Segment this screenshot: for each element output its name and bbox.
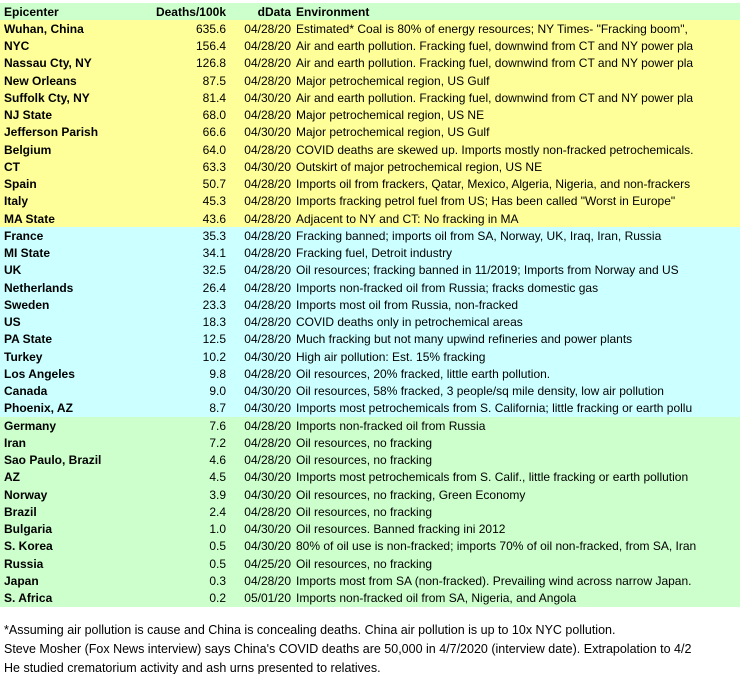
table-row <box>0 38 740 55</box>
deaths-cell[interactable]: 126.8 <box>195 56 226 71</box>
table-row <box>0 20 740 37</box>
deaths-cell[interactable]: 2.4 <box>209 504 226 519</box>
epicenter-table <box>0 3 740 607</box>
deaths-cell[interactable]: 26.4 <box>202 280 226 295</box>
deaths-cell[interactable]: 10.2 <box>202 349 226 364</box>
environment-cell[interactable]: Estimated* Coal is 80% of energy resources; NY Times- "Fracking boom", <box>296 21 688 36</box>
epicenter-cell[interactable]: Bulgaria <box>4 522 53 537</box>
deaths-cell[interactable]: 68.0 <box>202 108 226 123</box>
date-cell[interactable]: 04/28/20 <box>244 366 291 381</box>
table-row <box>0 538 740 555</box>
date-cell[interactable]: 04/28/20 <box>244 453 291 468</box>
epicenter-cell[interactable]: Netherlands <box>4 280 74 295</box>
date-cell[interactable]: 04/28/20 <box>244 246 291 261</box>
column-header-environment[interactable]: Environment <box>296 4 370 19</box>
table-row <box>0 555 740 572</box>
epicenter-cell[interactable]: S. Korea <box>4 539 53 554</box>
table-row <box>0 72 740 89</box>
environment-cell[interactable]: Air and earth pollution. Fracking fuel, downwind from CT and NY power pla <box>296 39 694 54</box>
epicenter-cell[interactable]: MA State <box>4 211 55 226</box>
environment-cell[interactable]: Fracking fuel, Detroit industry <box>296 246 453 261</box>
deaths-cell[interactable]: 8.7 <box>209 401 226 416</box>
deaths-cell[interactable]: 1.0 <box>209 522 226 537</box>
environment-cell[interactable]: Major petrochemical region, US Gulf <box>296 73 490 88</box>
environment-cell[interactable]: COVID deaths only in petrochemical areas <box>296 315 523 330</box>
environment-cell[interactable]: Imports non-fracked oil from Russia; fracks domestic gas <box>296 280 599 295</box>
table-body <box>0 20 740 607</box>
deaths-cell[interactable]: 63.3 <box>202 159 226 174</box>
epicenter-cell[interactable]: Phoenix, AZ <box>4 401 73 416</box>
date-cell[interactable]: 04/30/20 <box>244 522 291 537</box>
date-cell[interactable]: 04/30/20 <box>244 487 291 502</box>
environment-cell[interactable]: Imports most petrochemicals from S. Calif., little fracking or earth pollution <box>296 470 689 485</box>
epicenter-cell[interactable]: Belgium <box>4 142 52 157</box>
table-row <box>0 365 740 382</box>
date-cell[interactable]: 04/30/20 <box>244 470 291 485</box>
epicenter-cell[interactable]: France <box>4 228 44 243</box>
epicenter-cell[interactable]: Nassau Cty, NY <box>4 56 92 71</box>
environment-cell[interactable]: Oil resources, 20% fracked, little earth pollution. <box>296 366 551 381</box>
column-header-deaths-per-100k[interactable]: Deaths/100k <box>155 4 226 19</box>
table-row <box>0 141 740 158</box>
environment-cell[interactable]: Oil resources; fracking banned in 11/2019; Imports from Norway and US <box>296 263 679 278</box>
date-cell[interactable]: 04/28/20 <box>244 573 291 588</box>
date-cell[interactable]: 04/28/20 <box>244 228 291 243</box>
table-row <box>0 245 740 262</box>
epicenter-cell[interactable]: NYC <box>4 39 30 54</box>
deaths-cell[interactable]: 7.2 <box>209 435 226 450</box>
date-cell[interactable]: 04/30/20 <box>244 401 291 416</box>
environment-cell[interactable]: Imports most petrochemicals from S. California; little fracking or earth pollu <box>296 401 693 416</box>
table-row <box>0 193 740 210</box>
table-row <box>0 452 740 469</box>
table-row <box>0 89 740 106</box>
table-row <box>0 503 740 520</box>
table-row <box>0 227 740 244</box>
environment-cell[interactable]: Fracking banned; imports oil from SA, Norway, UK, Iraq, Iran, Russia <box>296 228 662 243</box>
date-cell[interactable]: 04/28/20 <box>244 263 291 278</box>
table-row <box>0 210 740 227</box>
epicenter-cell[interactable]: S. Africa <box>4 591 53 606</box>
environment-cell[interactable]: Oil resources, no fracking <box>296 453 433 468</box>
environment-cell[interactable]: Adjacent to NY and CT: No fracking in MA <box>296 211 519 226</box>
column-header-epicenter[interactable]: Epicenter <box>4 4 59 19</box>
table-row <box>0 348 740 365</box>
epicenter-cell[interactable]: Brazil <box>4 504 37 519</box>
environment-cell[interactable]: Imports fracking petrol fuel from US; Has been called "Worst in Europe" <box>296 194 676 209</box>
table-row <box>0 590 740 607</box>
environment-cell[interactable]: 80% of oil use is non-fracked; imports 70% of oil non-fracked, from SA, Iran <box>296 539 697 554</box>
epicenter-cell[interactable]: Suffolk Cty, NY <box>4 90 90 105</box>
deaths-cell[interactable]: 35.3 <box>202 228 226 243</box>
date-cell[interactable]: 04/30/20 <box>244 539 291 554</box>
deaths-cell[interactable]: 0.5 <box>209 556 226 571</box>
table-row <box>0 400 740 417</box>
table-row <box>0 383 740 400</box>
environment-cell[interactable]: Imports non-fracked oil from SA, Nigeria, and Angola <box>296 591 577 606</box>
table-row <box>0 296 740 313</box>
deaths-cell[interactable]: 23.3 <box>202 297 226 312</box>
table-row <box>0 434 740 451</box>
date-cell[interactable]: 04/28/20 <box>244 435 291 450</box>
footnote-line: *Assuming air pollution is cause and China is concealing deaths. China air pollution is up to 10x NYC pollution. <box>4 623 616 637</box>
environment-cell[interactable]: Oil resources, 58% fracked, 3 people/sq mile density, low air pollution <box>296 384 664 399</box>
environment-cell[interactable]: Imports most oil from Russia, non-fracked <box>296 297 519 312</box>
table-row <box>0 417 740 434</box>
date-cell[interactable]: 04/28/20 <box>244 177 291 192</box>
table-row <box>0 158 740 175</box>
date-cell[interactable]: 04/30/20 <box>244 90 291 105</box>
deaths-cell[interactable]: 635.6 <box>195 21 226 36</box>
table-header-row <box>0 3 740 20</box>
environment-cell[interactable]: Oil resources, no fracking <box>296 435 433 450</box>
footnote-line: He studied crematorium activity and ash urns presented to relatives. <box>4 661 381 674</box>
environment-cell[interactable]: Oil resources, no fracking <box>296 556 433 571</box>
date-cell[interactable]: 04/30/20 <box>244 384 291 399</box>
environment-cell[interactable]: Major petrochemical region, US NE <box>296 108 485 123</box>
environment-cell[interactable]: Imports most from SA (non-fracked). Prevailing wind across narrow Japan. <box>296 573 692 588</box>
deaths-cell[interactable]: 45.3 <box>202 194 226 209</box>
date-cell[interactable]: 04/28/20 <box>244 297 291 312</box>
date-cell[interactable]: 04/28/20 <box>244 108 291 123</box>
epicenter-cell[interactable]: Jefferson Parish <box>4 125 99 140</box>
table-row <box>0 55 740 72</box>
epicenter-cell[interactable]: Iran <box>4 435 27 450</box>
deaths-cell[interactable]: 7.6 <box>209 418 226 433</box>
epicenter-cell[interactable]: Wuhan, China <box>4 21 84 36</box>
deaths-cell[interactable]: 81.4 <box>202 90 226 105</box>
epicenter-cell[interactable]: PA State <box>4 332 53 347</box>
deaths-cell[interactable]: 64.0 <box>202 142 226 157</box>
date-cell[interactable]: 04/30/20 <box>244 125 291 140</box>
table-row <box>0 176 740 193</box>
epicenter-cell[interactable]: Norway <box>4 487 48 502</box>
epicenter-cell[interactable]: Los Angeles <box>4 366 75 381</box>
environment-cell[interactable]: Air and earth pollution. Fracking fuel, downwind from CT and NY power pla <box>296 56 694 71</box>
date-cell[interactable]: 04/30/20 <box>244 159 291 174</box>
deaths-cell[interactable]: 43.6 <box>202 211 226 226</box>
environment-cell[interactable]: Imports non-fracked oil from Russia <box>296 418 486 433</box>
deaths-cell[interactable]: 18.3 <box>202 315 226 330</box>
deaths-cell[interactable]: 12.5 <box>202 332 226 347</box>
deaths-cell[interactable]: 0.3 <box>209 573 226 588</box>
date-cell[interactable]: 04/28/20 <box>244 315 291 330</box>
epicenter-cell[interactable]: New Orleans <box>4 73 77 88</box>
environment-cell[interactable]: Much fracking but not many upwind refineries and power plants <box>296 332 633 347</box>
epicenter-cell[interactable]: Spain <box>4 177 37 192</box>
date-cell[interactable]: 04/28/20 <box>244 21 291 36</box>
date-cell[interactable]: 04/28/20 <box>244 332 291 347</box>
date-cell[interactable]: 04/28/20 <box>244 39 291 54</box>
table-row <box>0 331 740 348</box>
epicenter-cell[interactable]: US <box>4 315 21 330</box>
deaths-cell[interactable]: 9.8 <box>209 366 226 381</box>
epicenter-cell[interactable]: Japan <box>4 573 39 588</box>
deaths-cell[interactable]: 0.2 <box>209 591 226 606</box>
table-row <box>0 572 740 589</box>
date-cell[interactable]: 04/28/20 <box>244 280 291 295</box>
deaths-cell[interactable]: 50.7 <box>202 177 226 192</box>
table-row <box>0 262 740 279</box>
epicenter-cell[interactable]: Sao Paulo, Brazil <box>4 453 102 468</box>
date-cell[interactable]: 04/28/20 <box>244 504 291 519</box>
environment-cell[interactable]: Imports oil from frackers, Qatar, Mexico, Algeria, Nigeria, and non-frackers <box>296 177 691 192</box>
epicenter-cell[interactable]: Russia <box>4 556 44 571</box>
environment-cell[interactable]: Outskirt of major petrochemical region, US NE <box>296 159 543 174</box>
epicenter-cell[interactable]: Turkey <box>4 349 43 364</box>
environment-cell[interactable]: Oil resources, no fracking, Green Economy <box>296 487 526 502</box>
footnote-line: Steve Mosher (Fox News interview) says China's COVID deaths are 50,000 in 4/7/2020 (interview date). Extrapolation to 4/2 <box>4 642 692 656</box>
deaths-cell[interactable]: 9.0 <box>209 384 226 399</box>
table-row <box>0 521 740 538</box>
date-cell[interactable]: 04/30/20 <box>244 349 291 364</box>
deaths-cell[interactable]: 32.5 <box>202 263 226 278</box>
table-row <box>0 486 740 503</box>
deaths-cell[interactable]: 66.6 <box>202 125 226 140</box>
epicenter-cell[interactable]: Canada <box>4 384 48 399</box>
date-cell[interactable]: 05/01/20 <box>244 591 291 606</box>
date-cell[interactable]: 04/28/20 <box>244 211 291 226</box>
deaths-cell[interactable]: 4.5 <box>209 470 226 485</box>
date-cell[interactable]: 04/28/20 <box>244 418 291 433</box>
column-header-ddata[interactable]: dData <box>257 4 291 19</box>
footnotes <box>4 621 740 674</box>
deaths-cell[interactable]: 0.5 <box>209 539 226 554</box>
epicenter-cell[interactable]: MI State <box>4 246 51 261</box>
deaths-cell[interactable]: 156.4 <box>195 39 226 54</box>
date-cell[interactable]: 04/28/20 <box>244 73 291 88</box>
epicenter-cell[interactable]: CT <box>4 159 20 174</box>
environment-cell[interactable]: Oil resources, no fracking <box>296 504 433 519</box>
environment-cell[interactable]: COVID deaths are skewed up. Imports mostly non-fracked petrochemicals. <box>296 142 694 157</box>
epicenter-cell[interactable]: AZ <box>4 470 20 485</box>
epicenter-cell[interactable]: NJ State <box>4 108 53 123</box>
deaths-cell[interactable]: 87.5 <box>202 73 226 88</box>
date-cell[interactable]: 04/25/20 <box>244 556 291 571</box>
table-row <box>0 314 740 331</box>
date-cell[interactable]: 04/28/20 <box>244 142 291 157</box>
date-cell[interactable]: 04/28/20 <box>244 56 291 71</box>
table-row <box>0 124 740 141</box>
environment-cell[interactable]: Major petrochemical region, US Gulf <box>296 125 490 140</box>
table-row <box>0 279 740 296</box>
table-row <box>0 107 740 124</box>
environment-cell[interactable]: High air pollution: Est. 15% fracking <box>296 349 486 364</box>
environment-cell[interactable]: Air and earth pollution. Fracking fuel, downwind from CT and NY power pla <box>296 90 694 105</box>
deaths-cell[interactable]: 3.9 <box>209 487 226 502</box>
deaths-cell[interactable]: 34.1 <box>202 246 226 261</box>
environment-cell[interactable]: Oil resources. Banned fracking ini 2012 <box>296 522 506 537</box>
table-row <box>0 469 740 486</box>
epicenter-cell[interactable]: Germany <box>4 418 57 433</box>
epicenter-cell[interactable]: UK <box>4 263 22 278</box>
epicenter-cell[interactable]: Italy <box>4 194 29 209</box>
deaths-cell[interactable]: 4.6 <box>209 453 226 468</box>
epicenter-cell[interactable]: Sweden <box>4 297 50 312</box>
date-cell[interactable]: 04/28/20 <box>244 194 291 209</box>
